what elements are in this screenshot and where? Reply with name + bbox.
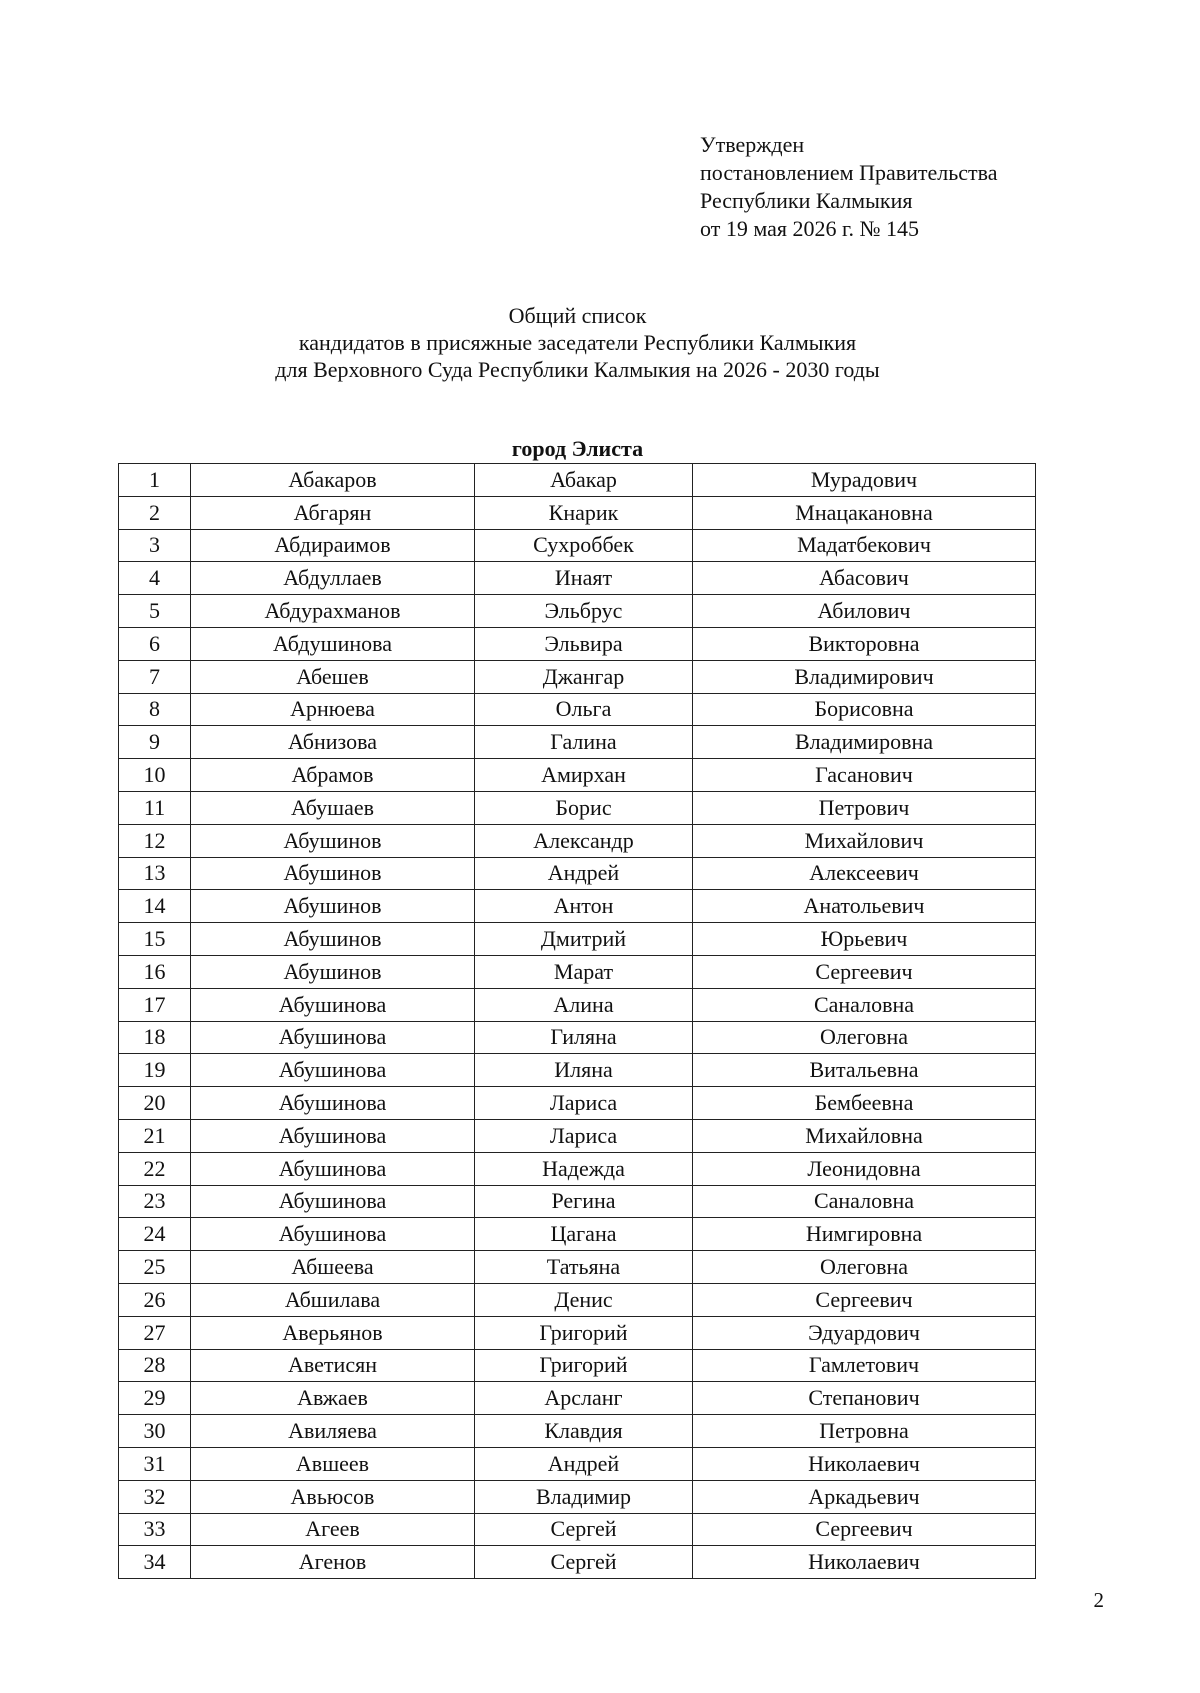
table-row xyxy=(119,1447,1036,1480)
first-name-cell: Владимир xyxy=(475,1480,693,1513)
approval-block xyxy=(700,131,998,243)
first-name-cell: Кнарик xyxy=(475,496,693,529)
table-row xyxy=(119,890,1036,923)
table-row xyxy=(119,660,1036,693)
table-row xyxy=(119,1415,1036,1448)
patronymic-cell: Олеговна xyxy=(693,1021,1036,1054)
first-name-cell: Ольга xyxy=(475,693,693,726)
patronymic-cell: Степанович xyxy=(693,1382,1036,1415)
row-number-cell: 14 xyxy=(119,890,191,923)
row-number-cell: 28 xyxy=(119,1349,191,1382)
title-line: кандидатов в присяжные заседатели Республики Калмыкия xyxy=(298,330,857,355)
row-number-cell: 4 xyxy=(119,562,191,595)
last-name-cell: Абушинова xyxy=(191,1185,475,1218)
row-number-cell: 27 xyxy=(119,1316,191,1349)
last-name-cell: Абдушинова xyxy=(191,627,475,660)
last-name-cell: Авжаев xyxy=(191,1382,475,1415)
patronymic-cell: Владимирович xyxy=(693,660,1036,693)
table-row xyxy=(119,1283,1036,1316)
patronymic-cell: Николаевич xyxy=(693,1546,1036,1579)
patronymic-cell: Аркадьевич xyxy=(693,1480,1036,1513)
first-name-cell: Амирхан xyxy=(475,759,693,792)
row-number-cell: 33 xyxy=(119,1513,191,1546)
first-name-cell: Клавдия xyxy=(475,1415,693,1448)
last-name-cell: Абушинов xyxy=(191,955,475,988)
patronymic-cell: Витальевна xyxy=(693,1054,1036,1087)
table-row xyxy=(119,988,1036,1021)
table-row xyxy=(119,1513,1036,1546)
last-name-cell: Абушинов xyxy=(191,890,475,923)
table-row xyxy=(119,529,1036,562)
first-name-cell: Инаят xyxy=(475,562,693,595)
table-row xyxy=(119,464,1036,497)
last-name-cell: Авиляева xyxy=(191,1415,475,1448)
first-name-cell: Гиляна xyxy=(475,1021,693,1054)
last-name-cell: Абгарян xyxy=(191,496,475,529)
row-number-cell: 29 xyxy=(119,1382,191,1415)
table-row xyxy=(119,1218,1036,1251)
first-name-cell: Борис xyxy=(475,791,693,824)
first-name-cell: Григорий xyxy=(475,1349,693,1382)
patronymic-cell: Алексеевич xyxy=(693,857,1036,890)
table-row xyxy=(119,1152,1036,1185)
last-name-cell: Абшилава xyxy=(191,1283,475,1316)
first-name-cell: Денис xyxy=(475,1283,693,1316)
table-row xyxy=(119,1480,1036,1513)
table-row xyxy=(119,1546,1036,1579)
patronymic-cell: Сергеевич xyxy=(693,955,1036,988)
patronymic-cell: Гасанович xyxy=(693,759,1036,792)
first-name-cell: Александр xyxy=(475,824,693,857)
last-name-cell: Абушинов xyxy=(191,824,475,857)
patronymic-cell: Викторовна xyxy=(693,627,1036,660)
approval-line: постановлением Правительства xyxy=(700,160,998,185)
last-name-cell: Абушинов xyxy=(191,923,475,956)
table-row xyxy=(119,1087,1036,1120)
patronymic-cell: Гамлетович xyxy=(693,1349,1036,1382)
last-name-cell: Абушаев xyxy=(191,791,475,824)
first-name-cell: Сухроббек xyxy=(475,529,693,562)
table-row xyxy=(119,791,1036,824)
first-name-cell: Марат xyxy=(475,955,693,988)
last-name-cell: Аверьянов xyxy=(191,1316,475,1349)
row-number-cell: 26 xyxy=(119,1283,191,1316)
table-row xyxy=(119,1119,1036,1152)
row-number-cell: 22 xyxy=(119,1152,191,1185)
first-name-cell: Андрей xyxy=(475,857,693,890)
last-name-cell: Арнюева xyxy=(191,693,475,726)
table-row xyxy=(119,1185,1036,1218)
last-name-cell: Аветисян xyxy=(191,1349,475,1382)
first-name-cell: Татьяна xyxy=(475,1251,693,1284)
first-name-cell: Надежда xyxy=(475,1152,693,1185)
row-number-cell: 9 xyxy=(119,726,191,759)
first-name-cell: Джангар xyxy=(475,660,693,693)
patronymic-cell: Петровна xyxy=(693,1415,1036,1448)
table-row xyxy=(119,824,1036,857)
first-name-cell: Цагана xyxy=(475,1218,693,1251)
last-name-cell: Авшеев xyxy=(191,1447,475,1480)
last-name-cell: Абакаров xyxy=(191,464,475,497)
table-row xyxy=(119,693,1036,726)
row-number-cell: 19 xyxy=(119,1054,191,1087)
row-number-cell: 3 xyxy=(119,529,191,562)
first-name-cell: Арсланг xyxy=(475,1382,693,1415)
table-row xyxy=(119,759,1036,792)
last-name-cell: Агенов xyxy=(191,1546,475,1579)
approval-date-line: от 19 мая 2026 г. № 145 xyxy=(700,216,920,241)
candidates-table-body xyxy=(119,464,1036,1579)
last-name-cell: Абушинова xyxy=(191,1119,475,1152)
first-name-cell: Эльбрус xyxy=(475,595,693,628)
patronymic-cell: Леонидовна xyxy=(693,1152,1036,1185)
first-name-cell: Регина xyxy=(475,1185,693,1218)
row-number-cell: 32 xyxy=(119,1480,191,1513)
patronymic-cell: Сергеевич xyxy=(693,1283,1036,1316)
row-number-cell: 34 xyxy=(119,1546,191,1579)
table-row xyxy=(119,726,1036,759)
patronymic-cell: Николаевич xyxy=(693,1447,1036,1480)
first-name-cell: Иляна xyxy=(475,1054,693,1087)
first-name-cell: Сергей xyxy=(475,1546,693,1579)
last-name-cell: Абушинова xyxy=(191,1218,475,1251)
last-name-cell: Агеев xyxy=(191,1513,475,1546)
table-row xyxy=(119,496,1036,529)
patronymic-cell: Анатольевич xyxy=(693,890,1036,923)
patronymic-cell: Саналовна xyxy=(693,988,1036,1021)
row-number-cell: 21 xyxy=(119,1119,191,1152)
page-number: 2 xyxy=(1093,1588,1104,1612)
table-row xyxy=(119,1349,1036,1382)
first-name-cell: Алина xyxy=(475,988,693,1021)
first-name-cell: Абакар xyxy=(475,464,693,497)
patronymic-cell: Борисовна xyxy=(693,693,1036,726)
row-number-cell: 5 xyxy=(119,595,191,628)
row-number-cell: 6 xyxy=(119,627,191,660)
last-name-cell: Абушинов xyxy=(191,857,475,890)
row-number-cell: 25 xyxy=(119,1251,191,1284)
patronymic-cell: Михайлович xyxy=(693,824,1036,857)
patronymic-cell: Мнацакановна xyxy=(693,496,1036,529)
row-number-cell: 20 xyxy=(119,1087,191,1120)
first-name-cell: Лариса xyxy=(475,1087,693,1120)
patronymic-cell: Михайловна xyxy=(693,1119,1036,1152)
row-number-cell: 18 xyxy=(119,1021,191,1054)
first-name-cell: Сергей xyxy=(475,1513,693,1546)
patronymic-cell: Нимгировна xyxy=(693,1218,1036,1251)
table-row xyxy=(119,1316,1036,1349)
row-number-cell: 7 xyxy=(119,660,191,693)
last-name-cell: Абешев xyxy=(191,660,475,693)
last-name-cell: Абрамов xyxy=(191,759,475,792)
row-number-cell: 11 xyxy=(119,791,191,824)
last-name-cell: Абнизова xyxy=(191,726,475,759)
patronymic-cell: Эдуардович xyxy=(693,1316,1036,1349)
last-name-cell: Абушинова xyxy=(191,1054,475,1087)
last-name-cell: Абушинова xyxy=(191,1087,475,1120)
approval-line: Республики Калмыкия xyxy=(700,188,913,213)
row-number-cell: 24 xyxy=(119,1218,191,1251)
table-row xyxy=(119,857,1036,890)
table-row xyxy=(119,627,1036,660)
row-number-cell: 23 xyxy=(119,1185,191,1218)
last-name-cell: Абушинова xyxy=(191,988,475,1021)
document-title xyxy=(0,302,1155,383)
last-name-cell: Абдурахманов xyxy=(191,595,475,628)
row-number-cell: 8 xyxy=(119,693,191,726)
section-heading: город Элиста xyxy=(511,436,644,461)
last-name-cell: Абшеева xyxy=(191,1251,475,1284)
first-name-cell: Григорий xyxy=(475,1316,693,1349)
table-row xyxy=(119,595,1036,628)
patronymic-cell: Абилович xyxy=(693,595,1036,628)
row-number-cell: 1 xyxy=(119,464,191,497)
table-row xyxy=(119,1021,1036,1054)
last-name-cell: Абдираимов xyxy=(191,529,475,562)
patronymic-cell: Олеговна xyxy=(693,1251,1036,1284)
patronymic-cell: Владимировна xyxy=(693,726,1036,759)
title-line: Общий список xyxy=(508,303,647,328)
candidates-table xyxy=(118,463,1036,1579)
patronymic-cell: Петрович xyxy=(693,791,1036,824)
row-number-cell: 13 xyxy=(119,857,191,890)
table-row xyxy=(119,1382,1036,1415)
first-name-cell: Галина xyxy=(475,726,693,759)
table-row xyxy=(119,1251,1036,1284)
row-number-cell: 30 xyxy=(119,1415,191,1448)
patronymic-cell: Абасович xyxy=(693,562,1036,595)
row-number-cell: 16 xyxy=(119,955,191,988)
patronymic-cell: Юрьевич xyxy=(693,923,1036,956)
first-name-cell: Антон xyxy=(475,890,693,923)
row-number-cell: 12 xyxy=(119,824,191,857)
approval-line: Утвержден xyxy=(700,132,805,157)
table-row xyxy=(119,923,1036,956)
row-number-cell: 17 xyxy=(119,988,191,1021)
last-name-cell: Авьюсов xyxy=(191,1480,475,1513)
table-row xyxy=(119,562,1036,595)
row-number-cell: 15 xyxy=(119,923,191,956)
first-name-cell: Лариса xyxy=(475,1119,693,1152)
patronymic-cell: Саналовна xyxy=(693,1185,1036,1218)
row-number-cell: 31 xyxy=(119,1447,191,1480)
patronymic-cell: Мадатбекович xyxy=(693,529,1036,562)
first-name-cell: Андрей xyxy=(475,1447,693,1480)
last-name-cell: Абдуллаев xyxy=(191,562,475,595)
patronymic-cell: Бембеевна xyxy=(693,1087,1036,1120)
row-number-cell: 10 xyxy=(119,759,191,792)
title-line: для Верховного Суда Республики Калмыкия на 2026 - 2030 годы xyxy=(275,357,880,382)
first-name-cell: Эльвира xyxy=(475,627,693,660)
table-row xyxy=(119,955,1036,988)
row-number-cell: 2 xyxy=(119,496,191,529)
patronymic-cell: Мурадович xyxy=(693,464,1036,497)
last-name-cell: Абушинова xyxy=(191,1152,475,1185)
last-name-cell: Абушинова xyxy=(191,1021,475,1054)
table-row xyxy=(119,1054,1036,1087)
patronymic-cell: Сергеевич xyxy=(693,1513,1036,1546)
first-name-cell: Дмитрий xyxy=(475,923,693,956)
